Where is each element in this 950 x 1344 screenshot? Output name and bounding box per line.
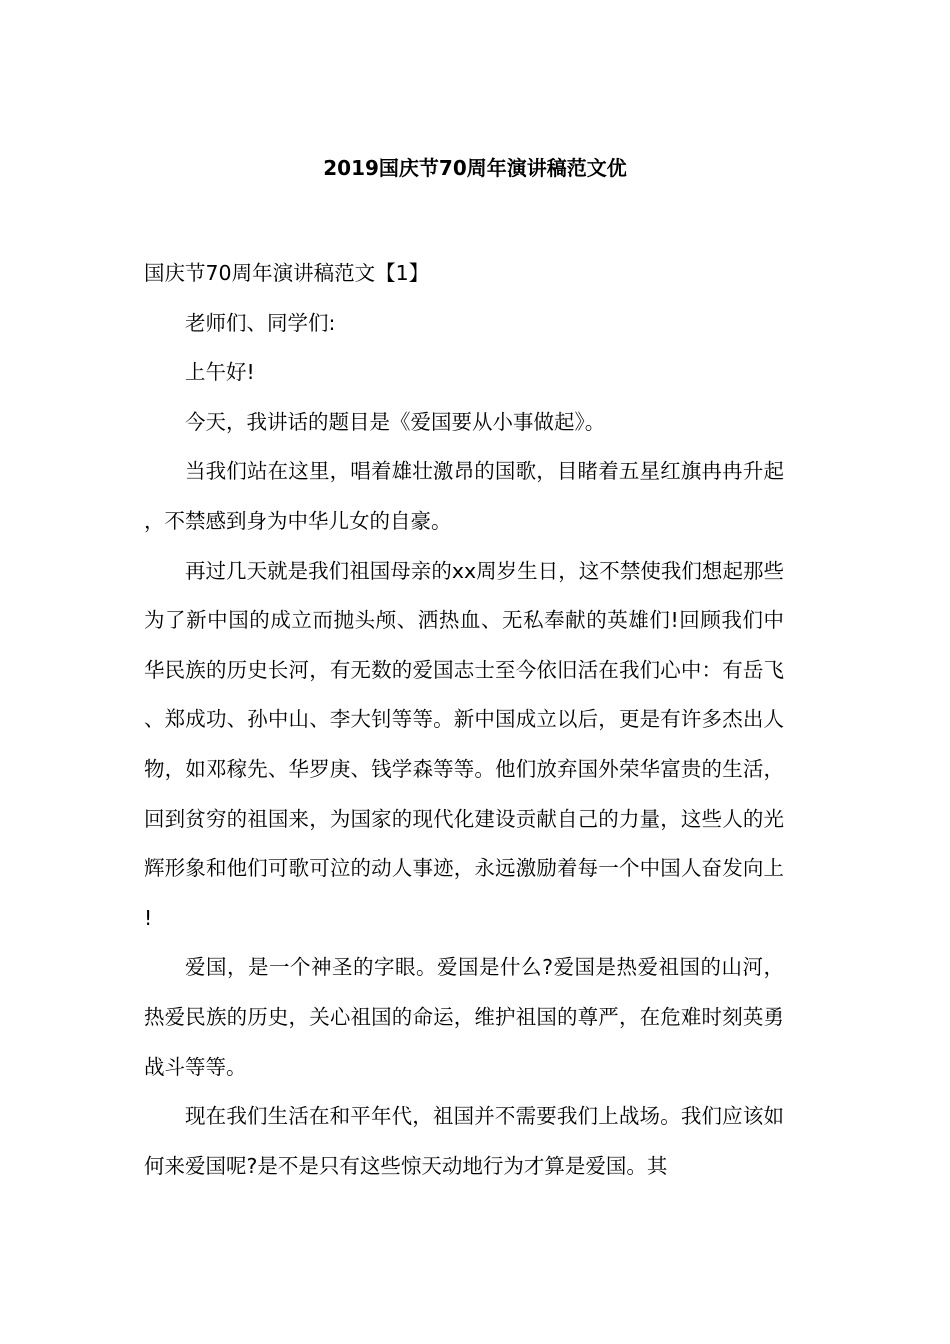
greeting-paragraph: 老师们、同学们: [185, 310, 336, 335]
document-body [144, 249, 784, 1191]
section-heading: 国庆节70周年演讲稿范文【1】 [144, 261, 430, 285]
body-paragraph: 爱国，是一个神圣的字眼。爱国是什么?爱国是热爱祖国的山河，热爱民族的历史，关心祖国的命运，维护祖国的尊严，在危难时刻英勇战斗等等。 [144, 955, 784, 1079]
document-title: 2019国庆节70周年演讲稿范文优 [323, 156, 627, 180]
topic-paragraph: 今天，我讲话的题目是《爱国要从小事做起》。 [185, 409, 606, 434]
salutation-paragraph: 上午好! [185, 360, 255, 385]
body-paragraph: 再过几天就是我们祖国母亲的xx周岁生日，这不禁使我们想起那些为了新中国的成立而抛头颅、洒热血、无私奉献的英雄们!回顾我们中华民族的历史长河，有无数的爱国志士至今依旧活在我们心中：有岳飞、郑成功、孙中山、李大钊等等。新中国成立以后，更是有许多杰出人物，如邓稼先、华罗庚、钱学森等等。他们放弃国外荣华富贵的生活，回到贫穷的祖国来，为国家的现代化建设贡献自己的力量，这些人的光辉形象和他们可歌可泣的动人事迹，永远激励着每一个中国人奋发向上! [144, 558, 784, 930]
body-paragraph: 现在我们生活在和平年代，祖国并不需要我们上战场。我们应该如何来爱国呢?是不是只有这些惊天动地行为才算是爱国。其 [144, 1104, 784, 1178]
body-paragraph: 当我们站在这里，唱着雄壮激昂的国歌，目睹着五星红旗冉冉升起，不禁感到身为中华儿女的自豪。 [144, 459, 784, 533]
